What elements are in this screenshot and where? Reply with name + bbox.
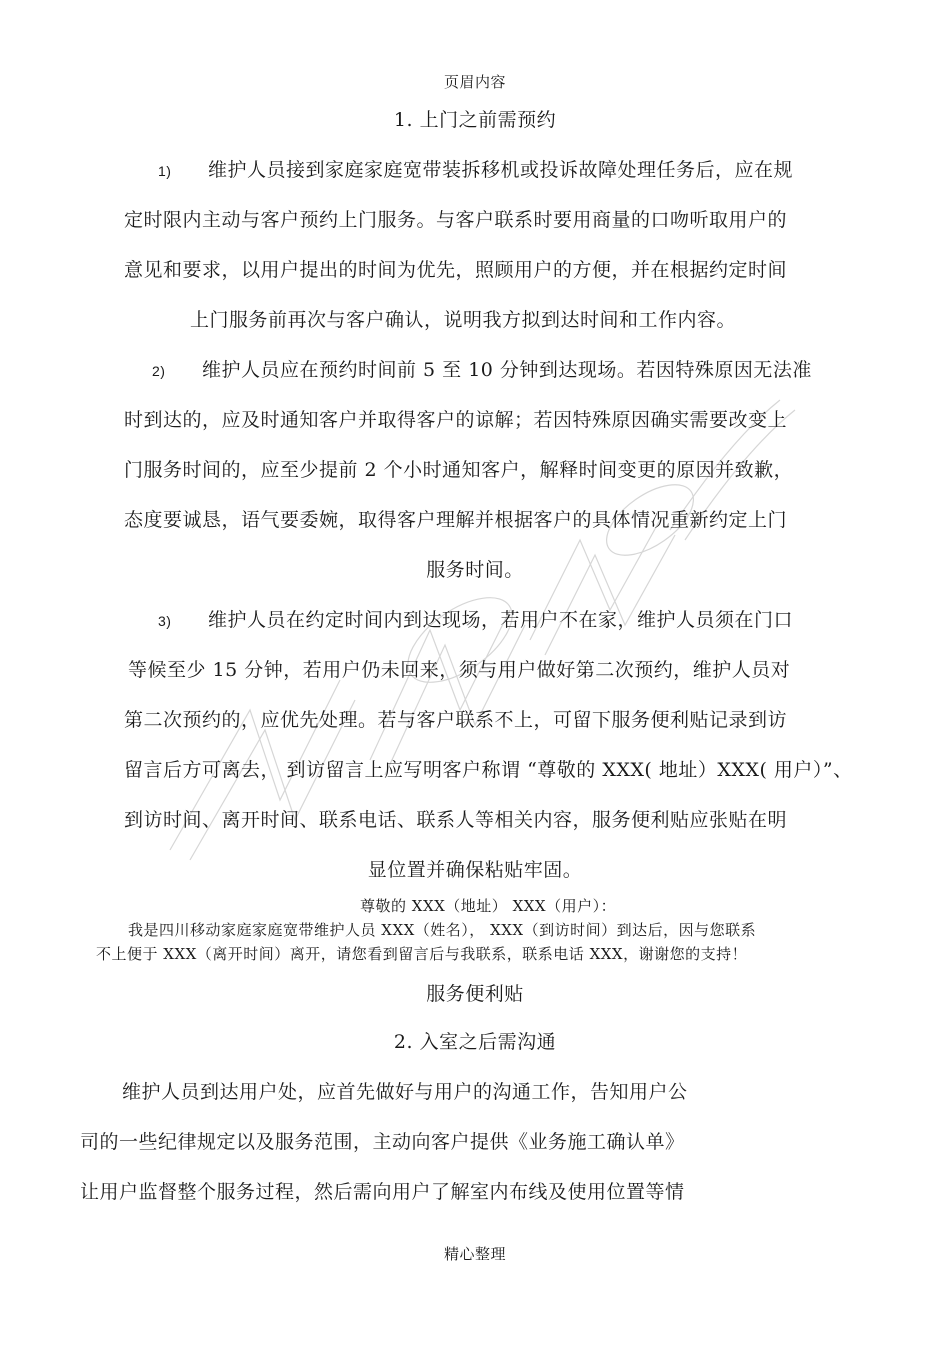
item3-line-0: 3) 维护人员在约定时间内到达现场，若用户不在家，维护人员须在门口 [158, 609, 794, 631]
note-caption: 服务便利贴 [426, 983, 524, 1005]
item3-line-5: 显位置并确保粘贴牢固。 [367, 859, 583, 881]
note-salutation: 尊敬的 XXX（地址） XXX（用户）： [360, 897, 617, 915]
item3-line-2: 第二次预约的，应优先处理。若与客户联系不上，可留下服务便利贴记录到访 [124, 709, 788, 731]
item2-line-0: 2) 维护人员应在预约时间前 5 至 10 分钟到达现场。若因特殊原因无法准 [152, 359, 812, 381]
item3-line-1: 等候至少 15 分钟，若用户仍未回来，须与用户做好第二次预约，维护人员对 [128, 659, 791, 681]
item1-line-3: 上门服务前再次与客户确认，说明我方拟到达时间和工作内容。 [190, 309, 737, 331]
item1-line-1: 定时限内主动与客户预约上门服务。与客户联系时要用商量的口吻听取用户的 [124, 209, 788, 231]
section2-line-2: 让用户监督整个服务过程，然后需向用户了解室内布线及使用位置等情 [80, 1181, 685, 1203]
item3-number: 3) [158, 613, 172, 629]
section2-title: 2. 入室之后需沟通 [393, 1031, 557, 1053]
page-header: 页眉内容 [443, 73, 506, 91]
item2-number: 2) [152, 363, 166, 379]
item1-line-2: 意见和要求，以用户提出的时间为优先，照顾用户的方便，并在根据约定时间 [124, 259, 788, 281]
note-line-2: 不上便于 XXX（离开时间）离开，请您看到留言后与我联系，联系电话 XXX，谢谢您的支持！ [96, 945, 748, 963]
item3-line-3: 留言后方可离去， 到访留言上应写明客户称谓 “尊敬的 XXX( 地址）XXX( 用户）”、 [124, 759, 853, 781]
item2-line-2: 门服务时间的，应至少提前 2 个小时通知客户，解释时间变更的原因并致歉， [124, 459, 794, 481]
item3-line-4: 到访时间、离开时间、联系电话、联系人等相关内容，服务便利贴应张贴在明 [124, 809, 788, 831]
note-line-1: 我是四川移动家庭家庭宽带维护人员 XXX（姓名）， XXX（到访时间）到达后，因与您联系 [128, 921, 757, 939]
item2-line-4: 服务时间。 [426, 559, 524, 581]
section1-title: 1. 上门之前需预约 [393, 109, 557, 131]
page-footer: 精心整理 [443, 1245, 506, 1263]
item1-line-0: 1) 维护人员接到家庭家庭宽带装拆移机或投诉故障处理任务后，应在规 [158, 159, 794, 181]
item2-line-1: 时到达的，应及时通知客户并取得客户的谅解；若因特殊原因确实需要改变上 [124, 409, 788, 431]
section2-line-1: 司的一些纪律规定以及服务范围，主动向客户提供《业务施工确认单》 [80, 1131, 685, 1153]
item1-number: 1) [158, 163, 172, 179]
item2-line-3: 态度要诚恳，语气要委婉，取得客户理解并根据客户的具体情况重新约定上门 [124, 509, 788, 531]
section2-line-0: 维护人员到达用户处，应首先做好与用户的沟通工作，告知用户公 [122, 1081, 688, 1103]
